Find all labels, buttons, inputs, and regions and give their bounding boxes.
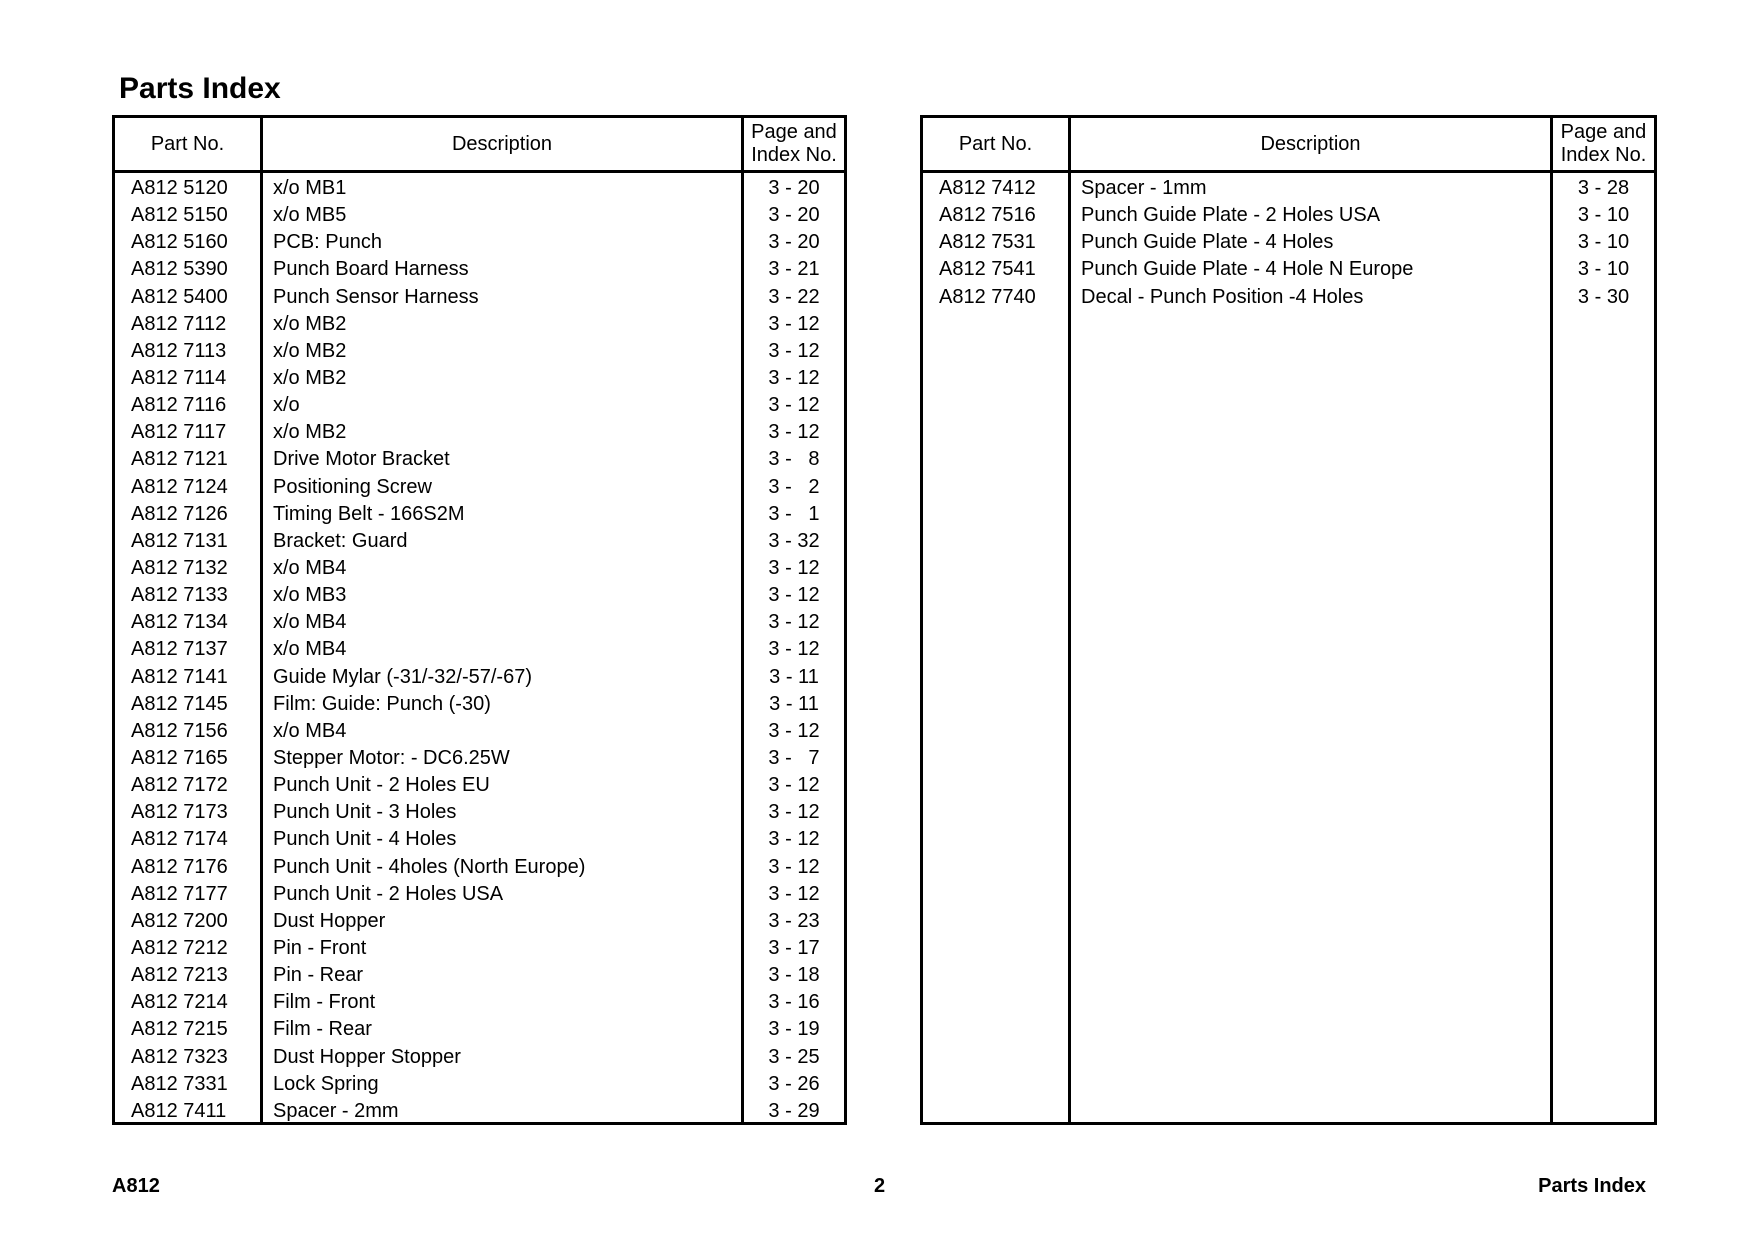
page-index: 3 - 19 <box>768 1018 820 1041</box>
part-number: A812 7740 <box>939 285 1036 308</box>
footer-section: Parts Index <box>1538 1175 1646 1197</box>
table-row <box>923 256 1654 283</box>
page-index: 3 - 18 <box>768 964 820 987</box>
page-index: 3 - 17 <box>768 936 820 959</box>
header-part-no: Part No. <box>150 132 225 155</box>
table-row <box>115 799 844 826</box>
table-row <box>923 202 1654 229</box>
page-index: 3 - 25 <box>768 1045 820 1068</box>
page-index: 3 - 28 <box>1577 177 1630 199</box>
part-description: Pin - Rear <box>273 964 364 987</box>
table-row <box>115 284 844 311</box>
part-number: A812 7173 <box>131 801 228 824</box>
part-description: x/o MB3 <box>273 584 347 607</box>
part-description: Dust Hopper Stopper <box>273 1045 461 1068</box>
page-index: 3 - 8 <box>768 448 820 471</box>
page-index: 3 - 20 <box>768 177 820 199</box>
footer-page-number: 2 <box>874 1175 886 1197</box>
part-description: Punch Unit - 4holes (North Europe) <box>273 855 586 878</box>
part-number: A812 7121 <box>131 448 228 471</box>
header-page-line1: Page and <box>1560 121 1647 143</box>
part-description: x/o MB4 <box>273 719 347 742</box>
part-number: A812 7174 <box>131 828 228 851</box>
part-number: A812 7516 <box>939 204 1036 227</box>
page-index: 3 - 21 <box>768 258 820 281</box>
page-index: 3 - 12 <box>768 719 820 742</box>
part-description: Guide Mylar (-31/-32/-57/-67) <box>273 665 532 688</box>
part-description: Timing Belt - 166S2M <box>273 502 465 525</box>
header-divider <box>923 170 1654 173</box>
part-number: A812 7200 <box>131 909 228 932</box>
page-index: 3 - 12 <box>768 421 820 444</box>
part-number: A812 7213 <box>131 964 228 987</box>
header-page-line1: Page and <box>751 121 837 143</box>
page-index: 3 - 1 <box>768 502 820 525</box>
table-row <box>115 881 844 908</box>
page-index: 3 - 12 <box>768 801 820 824</box>
table-row <box>923 175 1654 202</box>
table-row <box>115 962 844 989</box>
page-index: 3 - 16 <box>768 991 820 1014</box>
table-row <box>115 854 844 881</box>
table-row <box>115 555 844 582</box>
part-number: A812 7531 <box>939 231 1036 254</box>
page-index: 3 - 11 <box>769 692 819 715</box>
part-description: Positioning Screw <box>273 475 432 498</box>
part-number: A812 5390 <box>131 258 228 281</box>
part-number: A812 7145 <box>131 692 228 715</box>
table-row <box>115 908 844 935</box>
page-index: 3 - 12 <box>768 774 820 797</box>
part-description: Punch Unit - 3 Holes <box>273 801 457 824</box>
table-row <box>115 229 844 256</box>
part-number: A812 7141 <box>131 665 228 688</box>
part-description: Lock Spring <box>273 1072 379 1095</box>
part-description: Punch Guide Plate - 2 Holes USA <box>1081 204 1381 227</box>
part-number: A812 7117 <box>131 421 227 444</box>
page-index: 3 - 29 <box>768 1099 820 1122</box>
header-divider <box>115 170 844 173</box>
page-index: 3 - 22 <box>768 285 820 308</box>
part-description: x/o MB2 <box>273 312 347 335</box>
part-description: Film: Guide: Punch (-30) <box>273 692 491 715</box>
part-description: Spacer - 2mm <box>273 1099 399 1122</box>
part-description: Punch Unit - 4 Holes <box>273 828 457 851</box>
header-page-line2: Index No. <box>1560 144 1647 166</box>
page-index: 3 - 12 <box>768 828 820 851</box>
part-number: A812 7137 <box>131 638 228 661</box>
parts-table-left <box>112 115 847 1125</box>
parts-table-right <box>920 115 1657 1125</box>
table-row <box>115 745 844 772</box>
header-part-no: Part No. <box>958 132 1033 155</box>
part-number: A812 7172 <box>131 774 228 797</box>
footer-model: A812 <box>112 1175 160 1197</box>
page-index: 3 - 20 <box>768 204 820 227</box>
part-description: Pin - Front <box>273 936 367 959</box>
part-number: A812 7133 <box>131 584 228 607</box>
table-row <box>923 229 1654 256</box>
page-index: 3 - 12 <box>768 366 820 389</box>
part-description: Punch Board Harness <box>273 258 469 281</box>
part-description: x/o MB4 <box>273 638 347 661</box>
table-row <box>115 474 844 501</box>
part-number: A812 5150 <box>131 204 228 227</box>
table-row <box>115 718 844 745</box>
table-row <box>115 989 844 1016</box>
part-number: A812 7212 <box>131 936 228 959</box>
part-description: Dust Hopper <box>273 909 386 932</box>
table-row <box>115 582 844 609</box>
part-number: A812 5160 <box>131 231 228 254</box>
page-index: 3 - 30 <box>1577 285 1630 308</box>
page-index: 3 - 7 <box>768 746 820 769</box>
table-row <box>115 935 844 962</box>
part-number: A812 7411 <box>131 1099 227 1122</box>
part-number: A812 7116 <box>131 394 227 417</box>
part-description: Bracket: Guard <box>273 529 408 552</box>
table-row <box>115 446 844 473</box>
part-description: Punch Guide Plate - 4 Holes <box>1081 231 1334 254</box>
page-index: 3 - 12 <box>768 339 820 362</box>
table-row <box>115 419 844 446</box>
part-number: A812 7215 <box>131 1018 228 1041</box>
part-description: Punch Unit - 2 Holes EU <box>273 774 490 797</box>
part-description: Film - Rear <box>273 1018 372 1041</box>
page-index: 3 - 12 <box>768 394 820 417</box>
part-number: A812 5400 <box>131 285 228 308</box>
table-row <box>115 609 844 636</box>
page-index: 3 - 12 <box>768 556 820 579</box>
table-row <box>115 1044 844 1071</box>
part-description: x/o MB2 <box>273 421 347 444</box>
table-row <box>115 365 844 392</box>
part-number: A812 7412 <box>939 177 1036 199</box>
page-index: 3 - 12 <box>768 312 820 335</box>
part-number: A812 7124 <box>131 475 228 498</box>
table-row <box>115 501 844 528</box>
page-index: 3 - 10 <box>1577 258 1630 281</box>
page-index: 3 - 12 <box>768 611 820 634</box>
part-number: A812 7134 <box>131 611 228 634</box>
part-description: x/o MB5 <box>273 204 347 227</box>
part-description: x/o MB4 <box>273 556 347 579</box>
part-description: x/o MB4 <box>273 611 347 634</box>
table-row <box>115 1071 844 1098</box>
part-description: Drive Motor Bracket <box>273 448 450 471</box>
page-index: 3 - 11 <box>769 665 819 688</box>
table-row <box>115 1098 844 1125</box>
table-body-right <box>923 175 1654 311</box>
table-row <box>115 338 844 365</box>
header-page-index <box>744 118 844 170</box>
part-description: x/o MB2 <box>273 366 347 389</box>
page-index: 3 - 10 <box>1577 204 1630 227</box>
part-number: A812 7126 <box>131 502 228 525</box>
part-number: A812 5120 <box>131 177 228 199</box>
page-index: 3 - 32 <box>768 529 820 552</box>
table-row <box>115 175 844 202</box>
part-number: A812 7114 <box>131 366 227 389</box>
part-description: Film - Front <box>273 991 376 1014</box>
part-number: A812 7165 <box>131 746 228 769</box>
part-description: Spacer - 1mm <box>1081 177 1207 199</box>
table-row <box>115 1016 844 1043</box>
page-index: 3 - 10 <box>1577 231 1630 254</box>
table-row <box>115 528 844 555</box>
part-number: A812 7131 <box>131 529 228 552</box>
header-description: Description <box>1260 132 1361 155</box>
part-number: A812 7177 <box>131 882 228 905</box>
table-row <box>115 772 844 799</box>
table-row <box>115 636 844 663</box>
header-page-index <box>1553 118 1654 170</box>
part-number: A812 7214 <box>131 991 228 1014</box>
part-number: A812 7323 <box>131 1045 228 1068</box>
part-number: A812 7112 <box>131 312 227 335</box>
page-index: 3 - 12 <box>768 882 820 905</box>
page-title: Parts Index <box>119 72 281 105</box>
table-row <box>115 202 844 229</box>
part-description: Punch Unit - 2 Holes USA <box>273 882 504 905</box>
page-index: 3 - 26 <box>768 1072 820 1095</box>
table-row <box>115 664 844 691</box>
part-description: x/o MB1 <box>273 177 347 199</box>
part-description: Punch Guide Plate - 4 Hole N Europe <box>1081 258 1414 281</box>
part-number: A812 7541 <box>939 258 1036 281</box>
part-description: x/o <box>273 394 300 417</box>
header-description: Description <box>451 132 553 155</box>
part-number: A812 7132 <box>131 556 228 579</box>
part-description: Decal - Punch Position -4 Holes <box>1081 285 1364 308</box>
table-body-left <box>115 175 844 1125</box>
part-description: Punch Sensor Harness <box>273 285 479 308</box>
part-number: A812 7156 <box>131 719 228 742</box>
page-index: 3 - 12 <box>768 638 820 661</box>
part-number: A812 7176 <box>131 855 228 878</box>
header-page-line2: Index No. <box>751 144 837 166</box>
part-number: A812 7331 <box>131 1072 228 1095</box>
part-description: Stepper Motor: - DC6.25W <box>273 746 510 769</box>
page-index: 3 - 2 <box>768 475 820 498</box>
page-index: 3 - 20 <box>768 231 820 254</box>
table-row <box>115 392 844 419</box>
page-index: 3 - 23 <box>768 909 820 932</box>
table-row <box>923 284 1654 311</box>
part-description: x/o MB2 <box>273 339 347 362</box>
table-row <box>115 311 844 338</box>
part-number: A812 7113 <box>131 339 227 362</box>
page-index: 3 - 12 <box>768 855 820 878</box>
table-row <box>115 691 844 718</box>
table-row <box>115 256 844 283</box>
part-description: PCB: Punch <box>273 231 382 254</box>
page-index: 3 - 12 <box>768 584 820 607</box>
table-row <box>115 826 844 853</box>
